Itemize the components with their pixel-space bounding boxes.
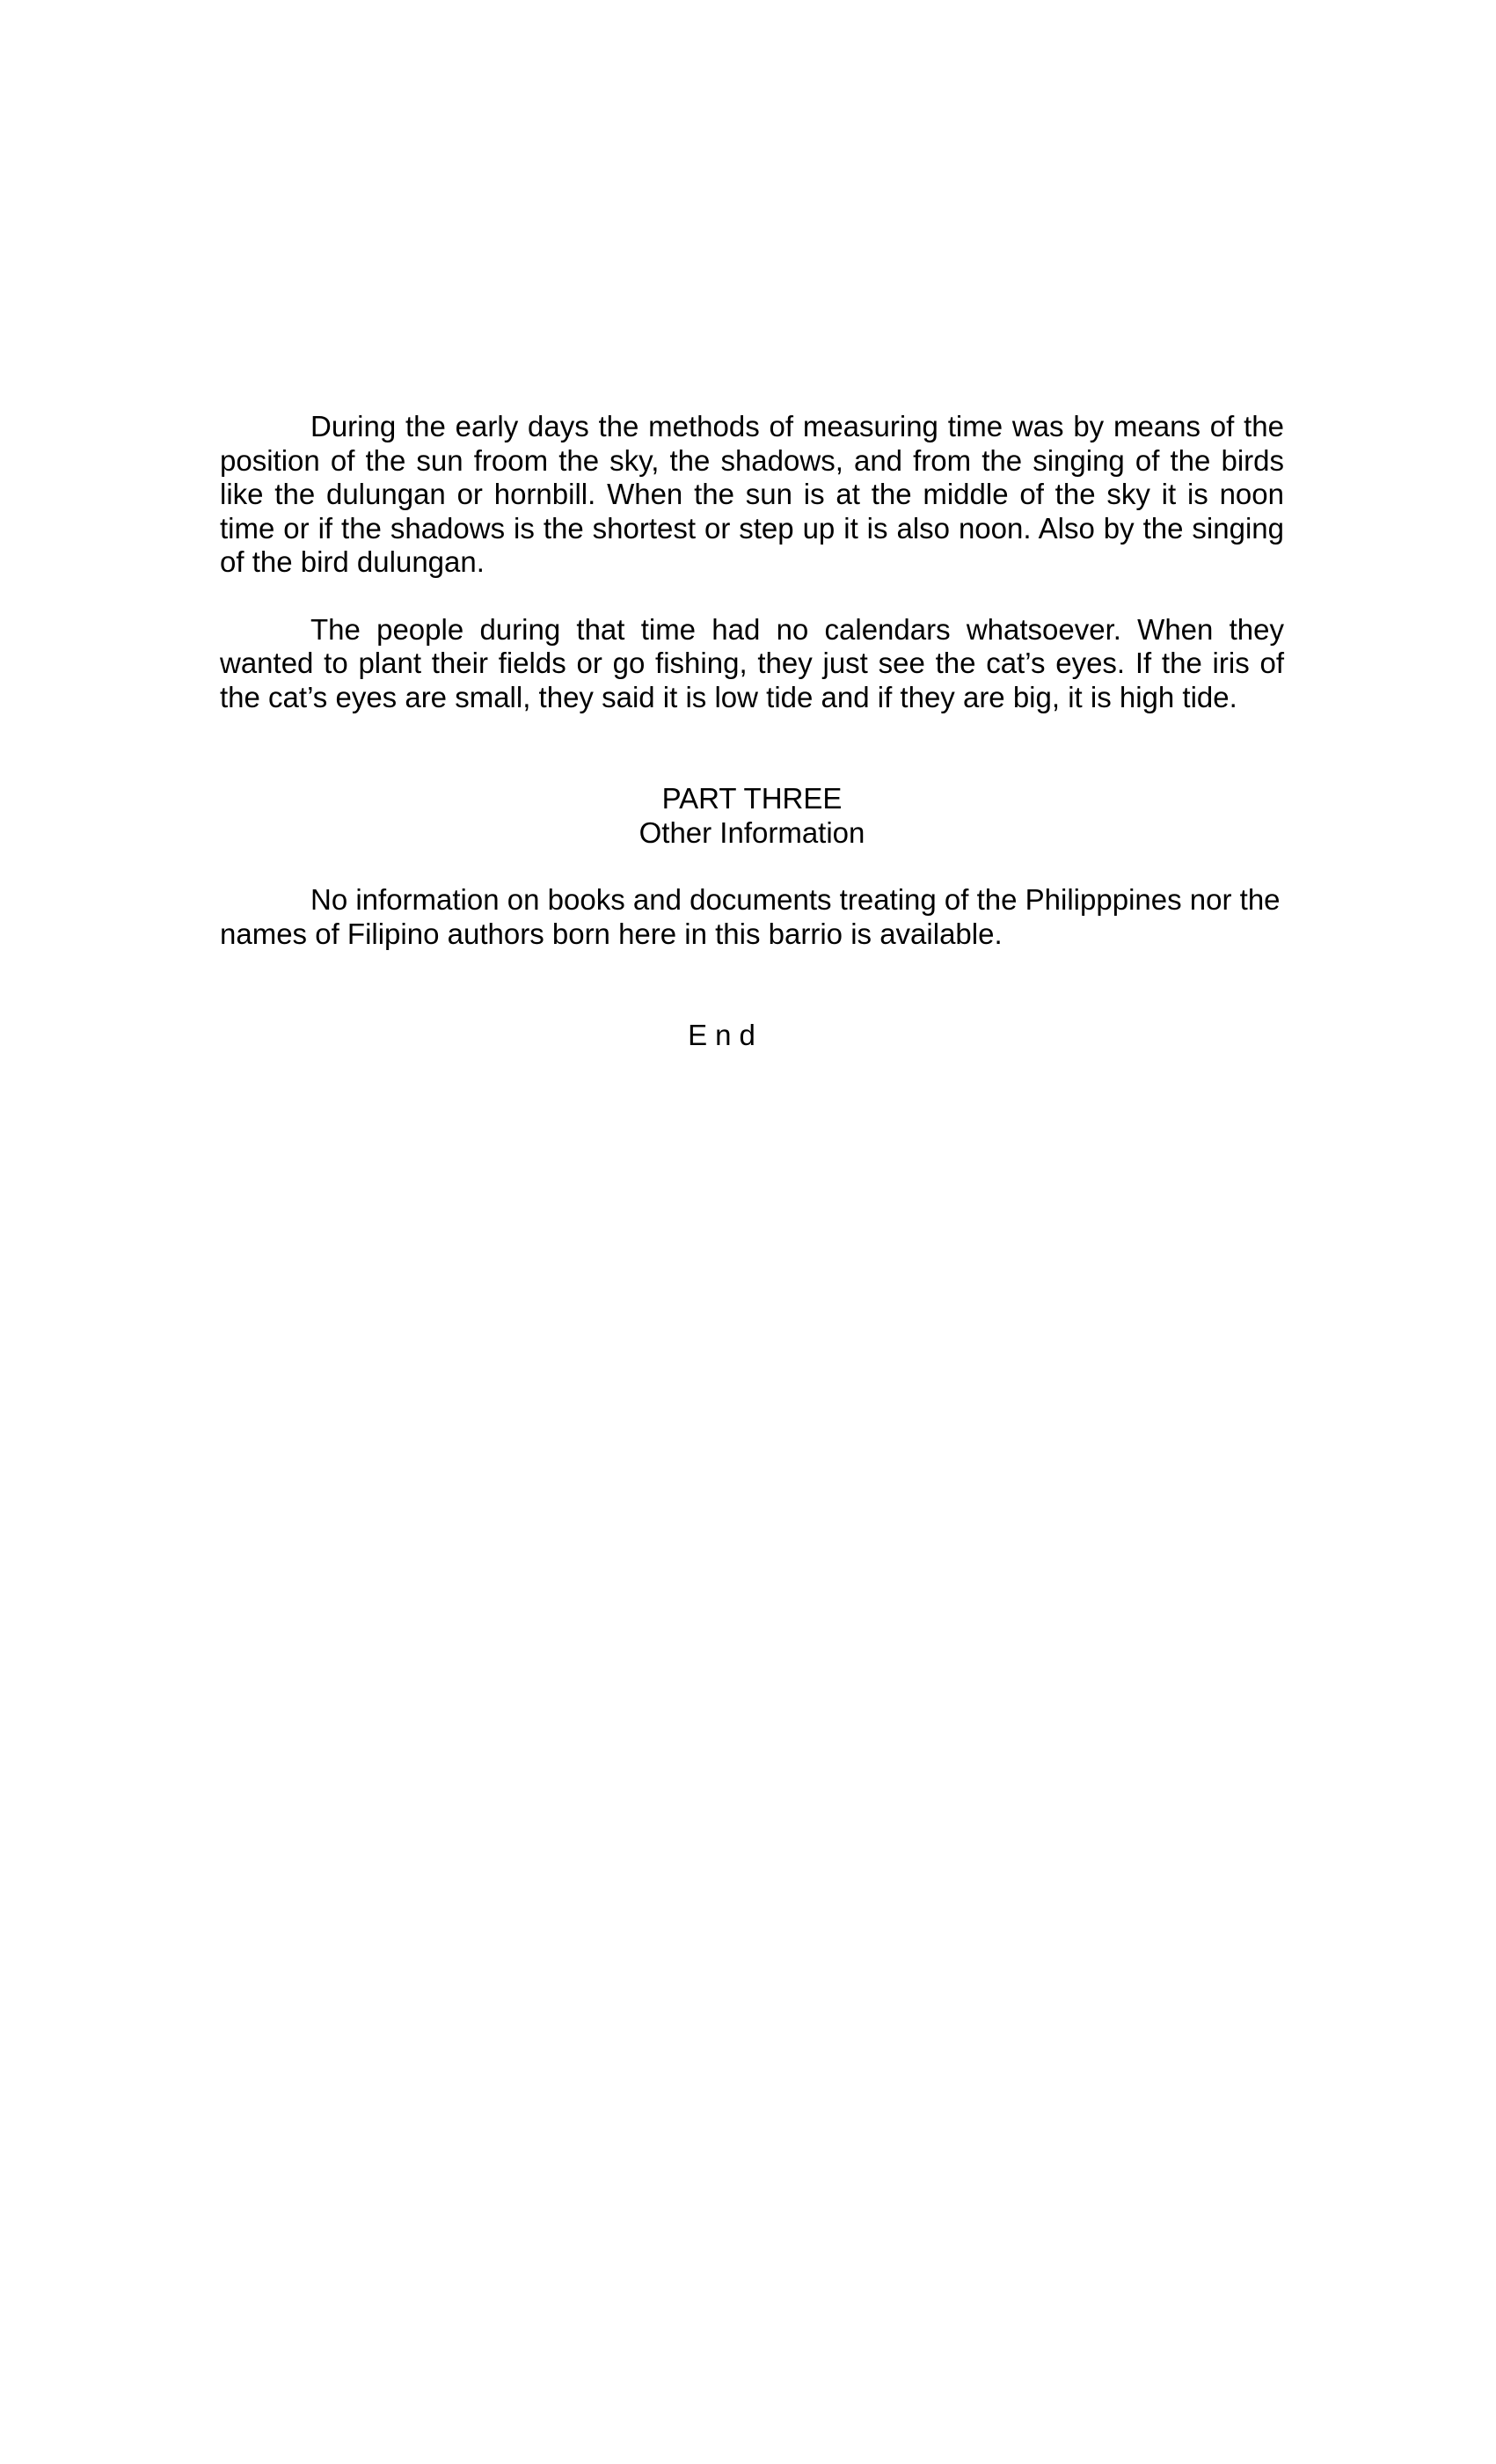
end-spacer (220, 951, 1284, 1019)
paragraph-other-information: No information on books and documents treating of the Philipppines nor the names of Filipino authors born here in this barrio is available. (220, 883, 1281, 950)
section-spacer (220, 714, 1284, 782)
paragraph-spacer (220, 580, 1284, 613)
document-page (220, 410, 1284, 1053)
part-heading-subtitle: Other Information (639, 815, 865, 849)
end-marker: End (688, 1019, 763, 1051)
heading-spacer (220, 850, 1284, 883)
part-heading-title: PART THREE (661, 782, 843, 815)
part-three-heading (220, 782, 1284, 850)
paragraph-time-measurement: During the early days the methods of measuring time was by means of the position of the sun froom the sky, the shadows, and from the singing of the birds like the dulungan or hornbill. When the sun is at the middle of the sky it is noon time or if the shadows is the shortest or step up it is also noon. Also by the singing of the bird dulungan. (220, 410, 1284, 578)
paragraph-calendars: The people during that time had no calendars whatsoever. When they wanted to plant their fields or go fishing, they just see the cat’s eyes. If the iris of the cat’s eyes are small, they said it is low tide and if they are big, it is high tide. (220, 612, 1284, 713)
